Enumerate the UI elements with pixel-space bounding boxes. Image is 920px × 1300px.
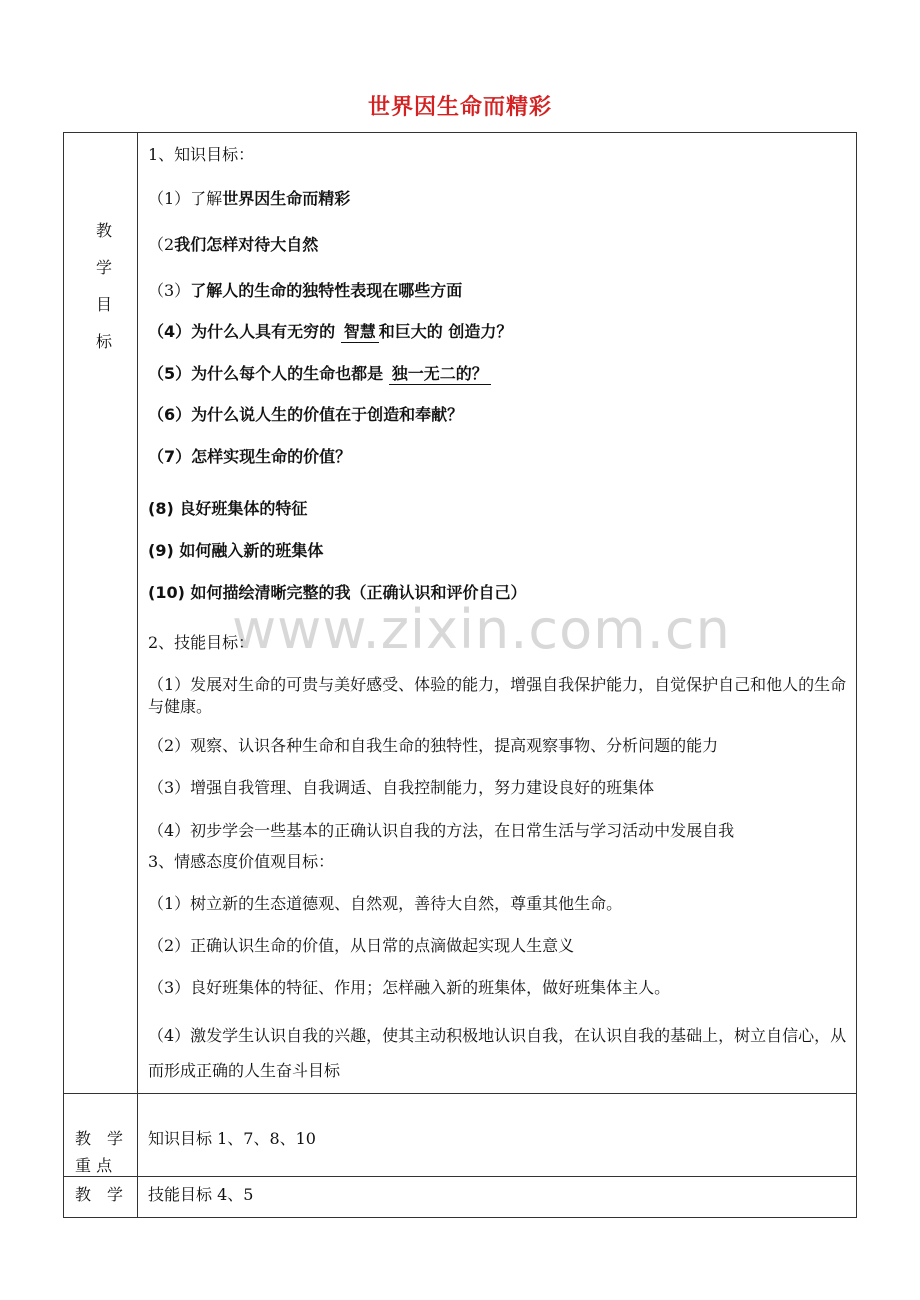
- knowledge-item-3: [148, 278, 462, 301]
- knowledge-heading: 1、知识目标：: [148, 145, 255, 164]
- skills-item-1: （1）发展对生命的可贵与美好感受、体验的能力，增强自我保护能力，自觉保护自己和他人的生命与健康。: [148, 675, 847, 716]
- label-char: 目: [95, 295, 112, 314]
- item-text: 创造力？: [448, 322, 513, 341]
- knowledge-item-10: (10) 如何描绘清晰完整的我（正确认识和评价自己）: [148, 583, 527, 602]
- emotion-heading: 3、情感态度价值观目标：: [148, 852, 335, 871]
- difficult-points-label: 教 学: [75, 1185, 124, 1204]
- emotion-item-2: （2）正确认识生命的价值，从日常的点滴做起实现人生意义: [148, 936, 575, 955]
- column-divider: [137, 132, 138, 1218]
- knowledge-item-4: [148, 319, 512, 342]
- label-char: 标: [95, 332, 112, 351]
- skills-item-4: （4）初步学会一些基本的正确认识自我的方法，在日常生活与学习活动中发展自我: [148, 821, 735, 840]
- item-prefix: （3）: [148, 281, 191, 300]
- knowledge-item-5: [148, 361, 491, 384]
- underlined-text: 智慧: [341, 322, 379, 343]
- knowledge-item-1: [148, 186, 350, 209]
- item-text: 和巨大的: [378, 322, 443, 341]
- watermark: www.zixin.com.cn: [232, 598, 731, 661]
- skills-heading: 2、技能目标：: [148, 633, 255, 652]
- underlined-text: 独一无二的？: [389, 364, 491, 385]
- knowledge-item-8: (8) 良好班集体的特征: [148, 499, 308, 518]
- key-points-label: 教 学: [75, 1129, 124, 1148]
- item-text: （5）为什么每个人的生命也都是: [148, 364, 384, 383]
- knowledge-item-7: （7）怎样实现生命的价值？: [148, 447, 352, 466]
- objectives-label: [92, 212, 116, 360]
- item-text: 我们怎样对待大自然: [174, 235, 319, 254]
- row-divider: [63, 1176, 857, 1177]
- skills-item-2: （2）观察、认识各种生命和自我生命的独特性，提高观察事物、分析问题的能力: [148, 736, 719, 755]
- item-prefix: （1）了解: [148, 189, 223, 208]
- emotion-item-3: （3）良好班集体的特征、作用；怎样融入新的班集体，做好班集体主人。: [148, 978, 671, 997]
- item-text: 世界因生命而精彩: [222, 189, 351, 208]
- skills-item-3: （3）增强自我管理、自我调适、自我控制能力，努力建设良好的班集体: [148, 778, 655, 797]
- emotion-item-4: （4）激发学生认识自我的兴趣，使其主动积极地认识自我，在认识自我的基础上，树立自信心，从而形成正确的人生奋斗目标: [148, 1026, 847, 1080]
- item-prefix: （2: [148, 235, 175, 254]
- knowledge-item-2: [148, 232, 318, 255]
- knowledge-item-9: (9) 如何融入新的班集体: [148, 541, 324, 560]
- row-divider: [63, 1093, 857, 1094]
- emotion-item-1: （1）树立新的生态道德观、自然观，善待大自然，尊重其他生命。: [148, 894, 623, 913]
- item-text: （4）为什么人具有无穷的: [148, 322, 336, 341]
- item-text: 了解人的生命的独特性表现在哪些方面: [190, 281, 463, 300]
- page-title: 世界因生命而精彩: [367, 95, 552, 120]
- label-char: 学: [95, 258, 112, 277]
- key-points-label-2: 重 点: [75, 1156, 113, 1175]
- key-points-value: 知识目标 1、7、8、10: [148, 1129, 316, 1148]
- label-char: 教: [95, 221, 112, 240]
- difficult-points-value: 技能目标 4、5: [148, 1185, 254, 1204]
- knowledge-item-6: （6）为什么说人生的价值在于创造和奉献？: [148, 405, 464, 424]
